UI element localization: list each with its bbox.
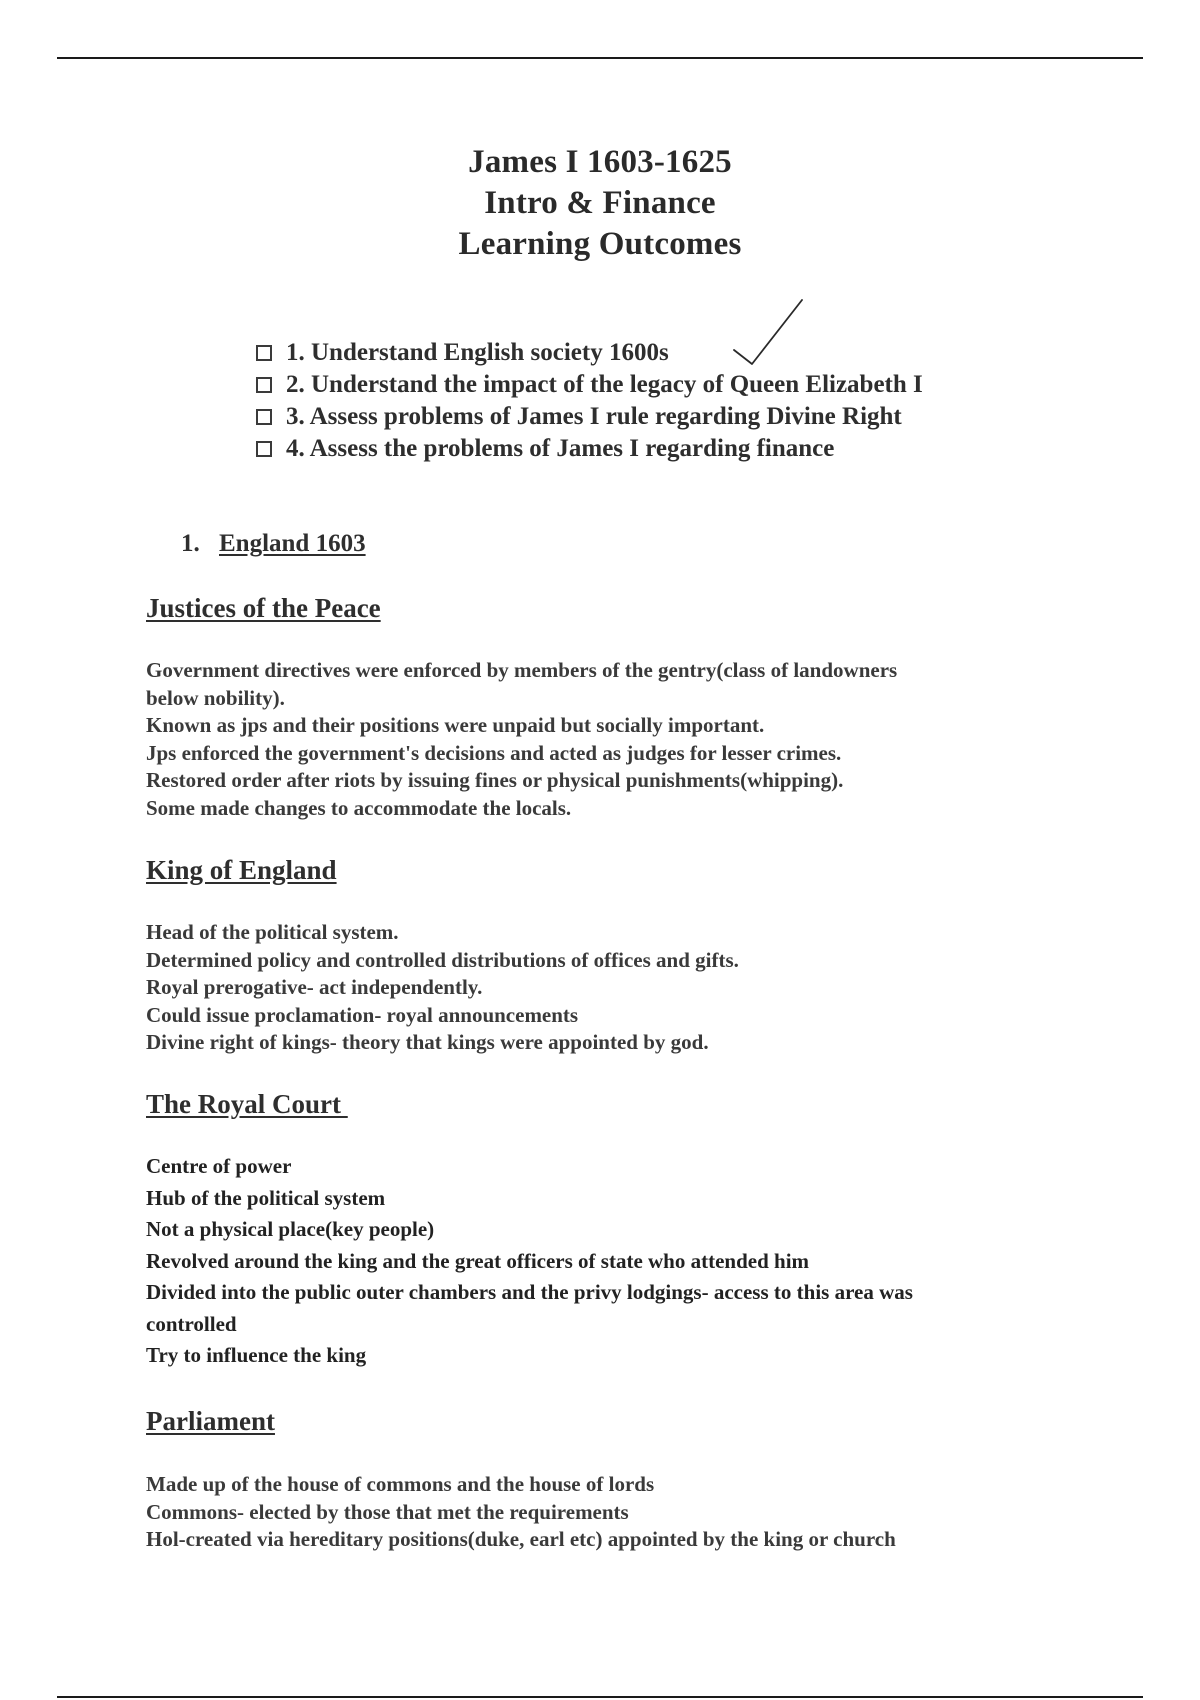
checkbox-icon[interactable] xyxy=(256,345,272,361)
outcome-text: 4. Assess the problems of James I regarding finance xyxy=(286,435,835,462)
text-line: below nobility). xyxy=(146,685,285,710)
text-line: controlled xyxy=(146,1311,237,1336)
page-subtitle: Intro & Finance xyxy=(484,185,716,221)
text-line: Hub of the political system xyxy=(146,1185,386,1210)
text-line: Some made changes to accommodate the locals. xyxy=(146,795,572,820)
heading-the-royal-court: The Royal Court xyxy=(146,1089,348,1119)
checkbox-icon[interactable] xyxy=(256,409,272,425)
text-line: Jps enforced the government's decisions and acted as judges for lesser crimes. xyxy=(146,740,842,765)
text-line: Head of the political system. xyxy=(146,920,399,944)
text-line: Divine right of kings- theory that kings were appointed by god. xyxy=(146,1030,709,1054)
top-rule xyxy=(57,57,1143,59)
text-line: Known as jps and their positions were unpaid but socially important. xyxy=(146,713,765,737)
page-title: James I 1603-1625 xyxy=(468,144,732,180)
court-paragraph xyxy=(146,1151,1046,1372)
section-title: England 1603 xyxy=(219,530,366,557)
text-line: Try to influence the king xyxy=(146,1343,367,1367)
text-line: Could issue proclamation- royal announcements xyxy=(146,1002,579,1027)
text-line: Royal prerogative- act independently. xyxy=(146,975,483,999)
section-number: 1. xyxy=(181,530,200,557)
outcome-item xyxy=(256,433,1156,465)
text-line: Revolved around the king and the great officers of state who attended him xyxy=(146,1248,810,1273)
text-line: Government directives were enforced by members of the gentry(class of landowners xyxy=(146,658,898,682)
text-line: Determined policy and controlled distributions of offices and gifts. xyxy=(146,947,739,972)
outcome-text: 1. Understand English society 1600s xyxy=(286,339,669,366)
checkbox-icon[interactable] xyxy=(256,377,272,393)
bottom-rule xyxy=(57,1696,1143,1698)
section-heading xyxy=(181,530,366,558)
king-paragraph xyxy=(146,919,1046,1057)
outcome-item xyxy=(256,369,1156,401)
heading-justices-of-the-peace: Justices of the Peace xyxy=(146,593,381,623)
text-line: Commons- elected by those that met the requirements xyxy=(146,1499,629,1524)
learning-outcomes-list xyxy=(256,337,1156,465)
text-line: Made up of the house of commons and the house of lords xyxy=(146,1472,655,1496)
text-line: Restored order after riots by issuing fines or physical punishments(whipping). xyxy=(146,768,844,792)
outcome-text: 3. Assess problems of James I rule regarding Divine Right xyxy=(286,403,902,430)
text-line: Divided into the public outer chambers and the privy lodgings- access to this area was xyxy=(146,1280,913,1304)
parliament-paragraph xyxy=(146,1471,1046,1554)
text-line: Hol-created via hereditary positions(duke, earl etc) appointed by the king or church xyxy=(146,1527,896,1551)
page-subtitle-2: Learning Outcomes xyxy=(458,226,742,262)
outcome-text: 2. Understand the impact of the legacy of Queen Elizabeth I xyxy=(286,371,923,398)
text-line: Centre of power xyxy=(146,1154,292,1178)
title-block xyxy=(0,142,1200,265)
text-line: Not a physical place(key people) xyxy=(146,1217,435,1241)
outcome-item xyxy=(256,401,1156,433)
heading-king-of-england: King of England xyxy=(146,855,337,885)
heading-parliament: Parliament xyxy=(146,1406,275,1436)
justices-paragraph xyxy=(146,657,1046,822)
checkbox-icon[interactable] xyxy=(256,441,272,457)
outcome-item xyxy=(256,337,1156,369)
